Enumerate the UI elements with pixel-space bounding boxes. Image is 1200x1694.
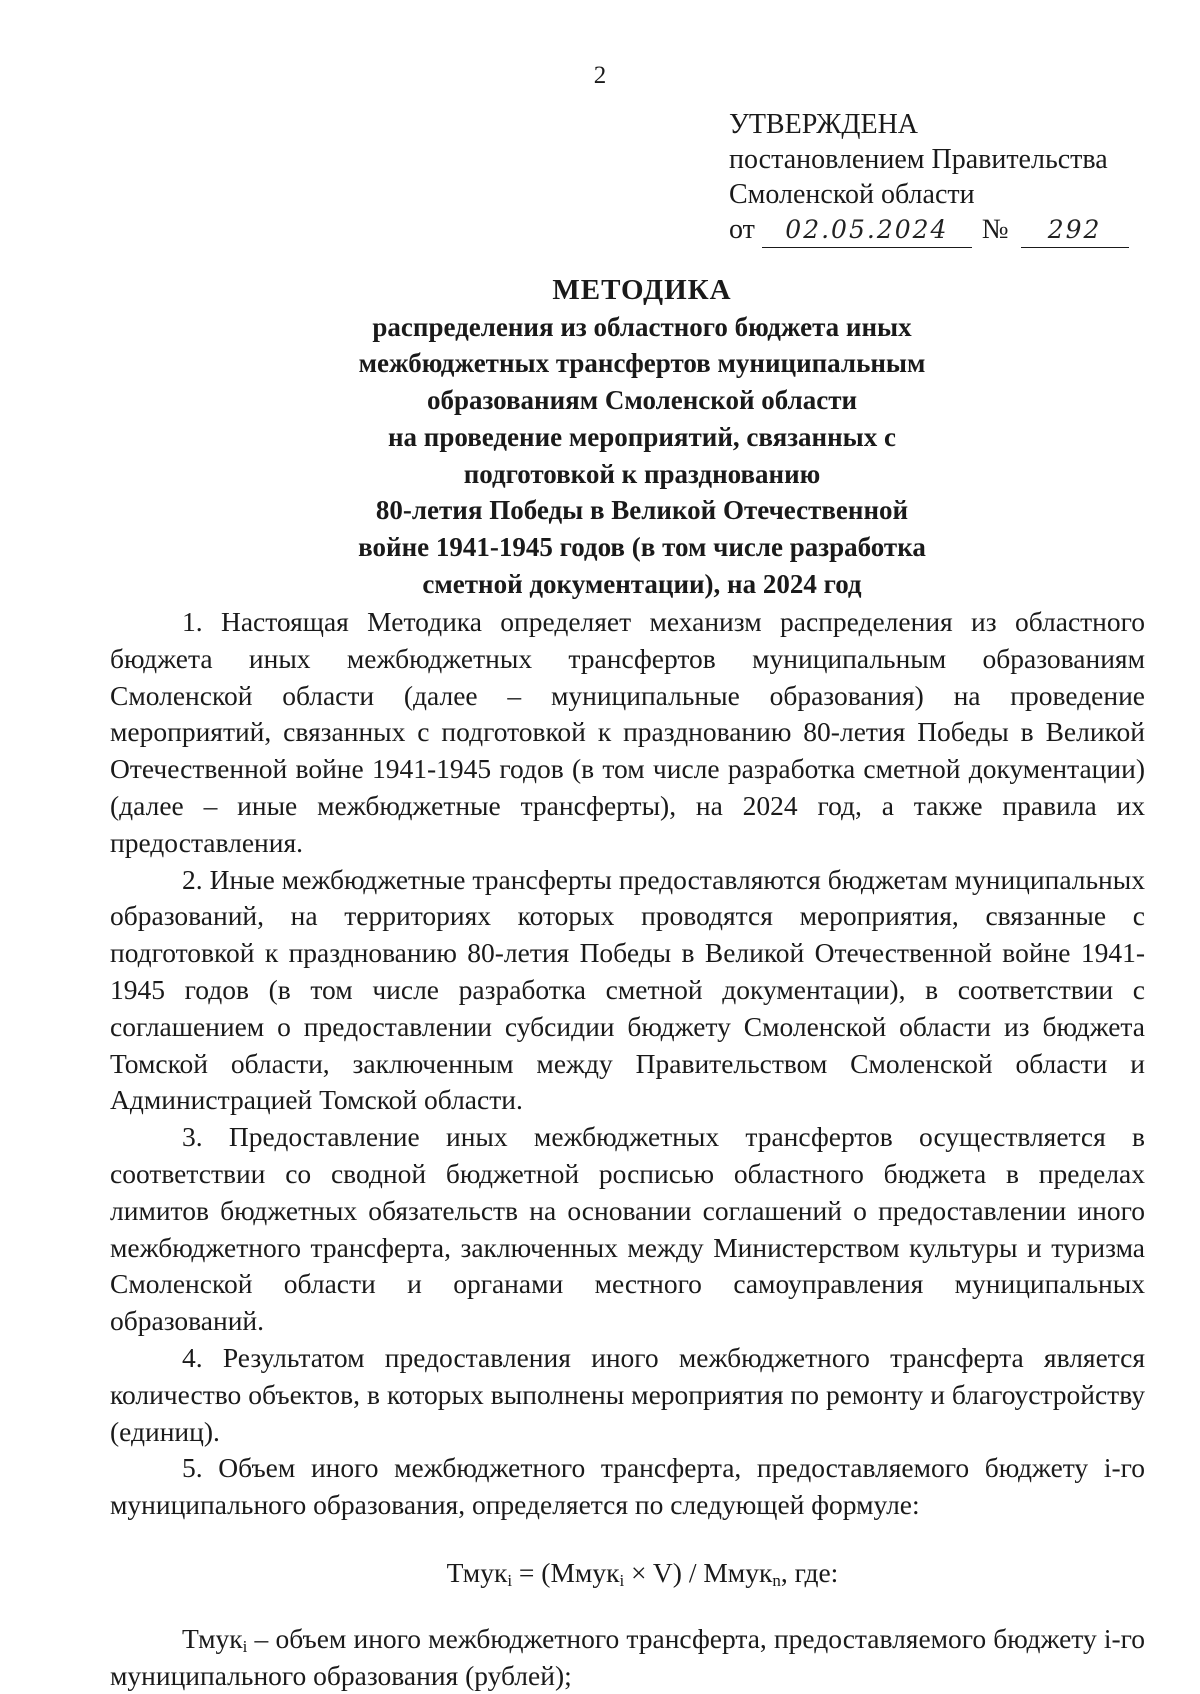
formula-lhs-sub: i xyxy=(507,1570,513,1590)
title-line: на проведение мероприятий, связанных с xyxy=(387,421,896,452)
document-title xyxy=(0,272,1200,602)
title-line: межбюджетных трансфертов муниципальным xyxy=(358,348,926,379)
approval-line-1: постановлением Правительства xyxy=(729,144,1108,175)
approval-heading: УТВЕРЖДЕНА xyxy=(729,109,919,140)
approval-date-prefix: от xyxy=(729,214,755,245)
title-line: войне 1941-1945 годов (в том числе разработка xyxy=(358,531,926,562)
definition-term: Тмук xyxy=(182,1622,243,1654)
title-line: образованиям Смоленской области xyxy=(426,385,858,416)
paragraph-5: 5. Объем иного межбюджетного трансферта, предоставляемого бюджету i-го муниципального образования, определяется по следующей формуле: xyxy=(110,1452,1145,1521)
approval-date-line xyxy=(729,212,1169,248)
title-main: МЕТОДИКА xyxy=(552,274,732,306)
title-line: подготовкой к празднованию xyxy=(463,458,821,489)
document-body xyxy=(110,604,1145,1694)
definition-text: – объем иного межбюджетного трансферта, предоставляемого бюджету i-го муниципального образования (рублей); xyxy=(110,1622,1145,1691)
number-sign: № xyxy=(981,214,1009,245)
approval-line-2: Смоленской области xyxy=(729,179,975,210)
title-line: 80-летия Победы в Великой Отечественной xyxy=(375,495,909,526)
paragraph-4: 4. Результатом предоставления иного межбюджетного трансферта является количество объектов, в которых выполнены мероприятия по ремонту и благоустройству (единиц). xyxy=(110,1341,1145,1447)
formula-lhs: Тмук xyxy=(446,1556,508,1588)
formula-den-sub: n xyxy=(772,1570,781,1590)
title-line: распределения из областного бюджета иных xyxy=(372,311,912,342)
paragraph-3: 3. Предоставление иных межбюджетных трансфертов осуществляется в соответствии со сводной бюджетной росписью областного бюджета в пределах лимитов бюджетных обязательств на основании соглашений о предоставлении иного межбюджетного трансферта, заключенных между Министерством культуры и туризма Смоленской области и органами местного самоуправления муниципальных образований. xyxy=(110,1121,1145,1337)
handwritten-number: 292 xyxy=(1021,212,1129,248)
formula-times-v: × V) / Ммук xyxy=(624,1556,773,1588)
formula-tail: , где: xyxy=(780,1556,839,1588)
definition-term-sub: i xyxy=(242,1636,248,1656)
formula-mid-sub: i xyxy=(619,1570,625,1590)
formula xyxy=(110,1555,1145,1592)
approval-stamp xyxy=(729,107,1169,248)
handwritten-date: 02.05.2024 xyxy=(762,212,972,248)
paragraph-1: 1. Настоящая Методика определяет механизм распределения из областного бюджета иных межбюджетных трансфертов муниципальным образованиям Смоленской области (далее – муниципальные образования) на проведение мероприятий, связанных с подготовкой к празднованию 80-летия Победы в Великой Отечественной войне 1941-1945 годов (в том числе разработка сметной документации) (далее – иные межбюджетные трансферты), на 2024 год, а также правила их предоставления. xyxy=(110,606,1145,858)
title-line: сметной документации), на 2024 год xyxy=(422,568,862,599)
page-number: 2 xyxy=(593,62,607,89)
paragraph-2: 2. Иные межбюджетные трансферты предоставляются бюджетам муниципальных образований, на территориях которых проводятся мероприятия, связанные с подготовкой к празднованию 80-летия Победы в Великой Отечественной войне 1941-1945 годов (в том числе разработка сметной документации), в соответствии с соглашением о предоставлении субсидии бюджету Смоленской области из бюджета Томской области, заключенным между Правительством Смоленской области и Администрацией Томской области. xyxy=(110,863,1145,1116)
definition-tmuk xyxy=(110,1621,1145,1694)
formula-eq-open: = (Ммук xyxy=(512,1556,620,1588)
